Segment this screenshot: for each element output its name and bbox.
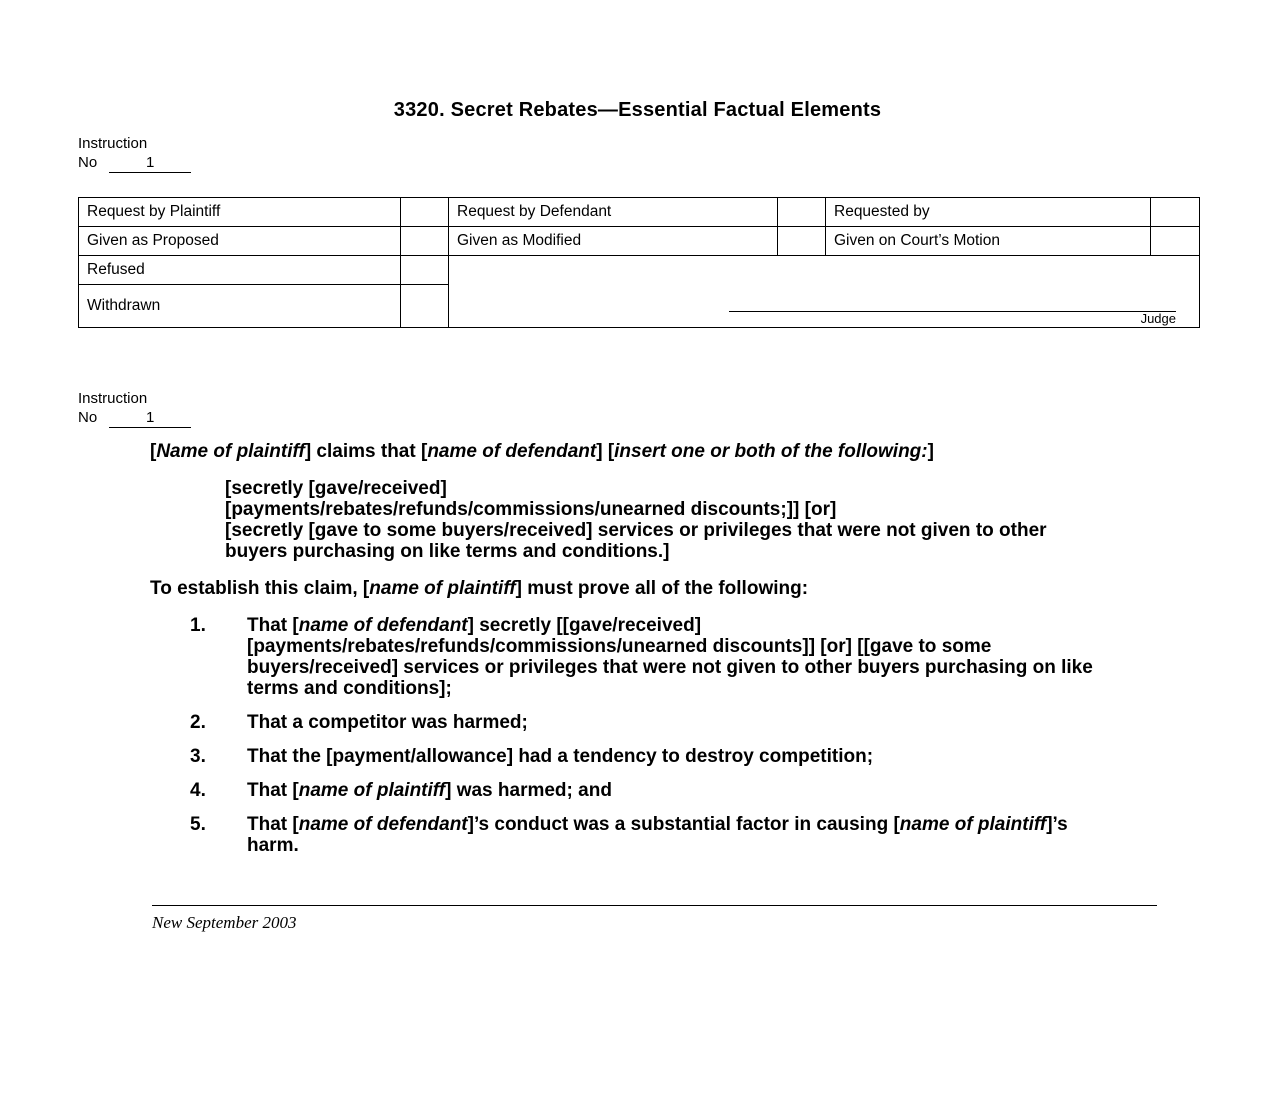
mark-cell-given-as-proposed — [401, 227, 449, 256]
option-line: [secretly [gave to some buyers/received] services or privileges that were not given to other buyers purchasing on like terms and conditions.] — [225, 520, 1047, 562]
judge-label: Judge — [1140, 311, 1176, 326]
footer-rule — [152, 897, 1157, 906]
mark-cell-request-by-defendant — [778, 198, 826, 227]
list-item-number: 1. — [190, 615, 206, 636]
cell-requested-by: Requested by — [826, 198, 1151, 227]
instruction-no-row — [78, 153, 191, 173]
mark-cell-requested-by — [1151, 198, 1200, 227]
instruction-number-underline — [109, 408, 191, 428]
mark-cell-refused — [401, 256, 449, 285]
list-item — [190, 746, 1095, 767]
list-item-text: That [name of defendant]’s conduct was a substantial factor in causing [name of plaintiff]’s harm. — [247, 814, 1068, 856]
list-item-number: 5. — [190, 814, 206, 835]
instruction-no-label: No — [78, 154, 98, 171]
list-item-number: 3. — [190, 746, 206, 767]
instruction-body — [150, 441, 1095, 869]
instruction-number: 1 — [146, 154, 155, 171]
option-line: [payments/rebates/refunds/commissions/unearned discounts;]] [or] — [225, 499, 837, 520]
disposition-table — [78, 197, 1200, 328]
revision-date: New September 2003 — [152, 913, 297, 932]
list-item-text: That the [payment/allowance] had a tendency to destroy competition; — [247, 746, 874, 767]
instruction-label: Instruction — [78, 135, 148, 152]
mark-cell-given-as-modified — [778, 227, 826, 256]
mark-cell-given-on-courts-motion — [1151, 227, 1200, 256]
instruction-no-block-top — [78, 134, 191, 173]
judge-signature-line — [729, 311, 1176, 312]
page-title: 3320. Secret Rebates—Essential Factual Elements — [393, 99, 882, 121]
mark-cell-withdrawn — [401, 285, 449, 328]
list-item-text: That [name of defendant] secretly [[gave/received] [payments/rebates/refunds/commissions/unearned discounts]] [or] [[gave to some buyers/received] services or privileges that were not given to other buyers purchasing on like terms and conditions]; — [247, 615, 1093, 699]
list-item-number: 4. — [190, 780, 206, 801]
cell-request-by-defendant: Request by Defendant — [449, 198, 778, 227]
list-item-number: 2. — [190, 712, 206, 733]
cell-request-by-plaintiff: Request by Plaintiff — [79, 198, 401, 227]
option-line: [secretly [gave/received] — [225, 478, 447, 499]
cell-given-on-courts-motion: Given on Court’s Motion — [826, 227, 1151, 256]
list-item — [190, 712, 1095, 733]
instruction-no-label: No — [78, 409, 98, 426]
footer — [152, 897, 1157, 933]
instruction-label: Instruction — [78, 390, 148, 407]
establish-claim-paragraph: To establish this claim, [name of plaintiff] must prove all of the following: — [150, 578, 809, 599]
claim-paragraph: [Name of plaintiff] claims that [name of defendant] [insert one or both of the following:] — [150, 441, 934, 462]
cell-given-as-proposed: Given as Proposed — [79, 227, 401, 256]
bracketed-options-block — [225, 478, 1093, 562]
table-row — [79, 198, 1200, 227]
list-item-text: That a competitor was harmed; — [247, 712, 528, 733]
cell-withdrawn: Withdrawn — [79, 285, 401, 328]
judge-signature-cell — [449, 256, 1200, 328]
list-item — [190, 780, 1095, 801]
instruction-no-block-mid — [78, 389, 191, 428]
cell-given-as-modified: Given as Modified — [449, 227, 778, 256]
cell-refused: Refused — [79, 256, 401, 285]
instruction-no-row — [78, 408, 191, 428]
list-item — [190, 615, 1095, 699]
table-row — [79, 256, 1200, 285]
mark-cell-request-by-plaintiff — [401, 198, 449, 227]
instruction-number-underline — [109, 153, 191, 173]
table-row — [79, 227, 1200, 256]
list-item — [190, 814, 1095, 856]
instruction-number: 1 — [146, 409, 155, 426]
list-item-text: That [name of plaintiff] was harmed; and — [247, 780, 612, 801]
